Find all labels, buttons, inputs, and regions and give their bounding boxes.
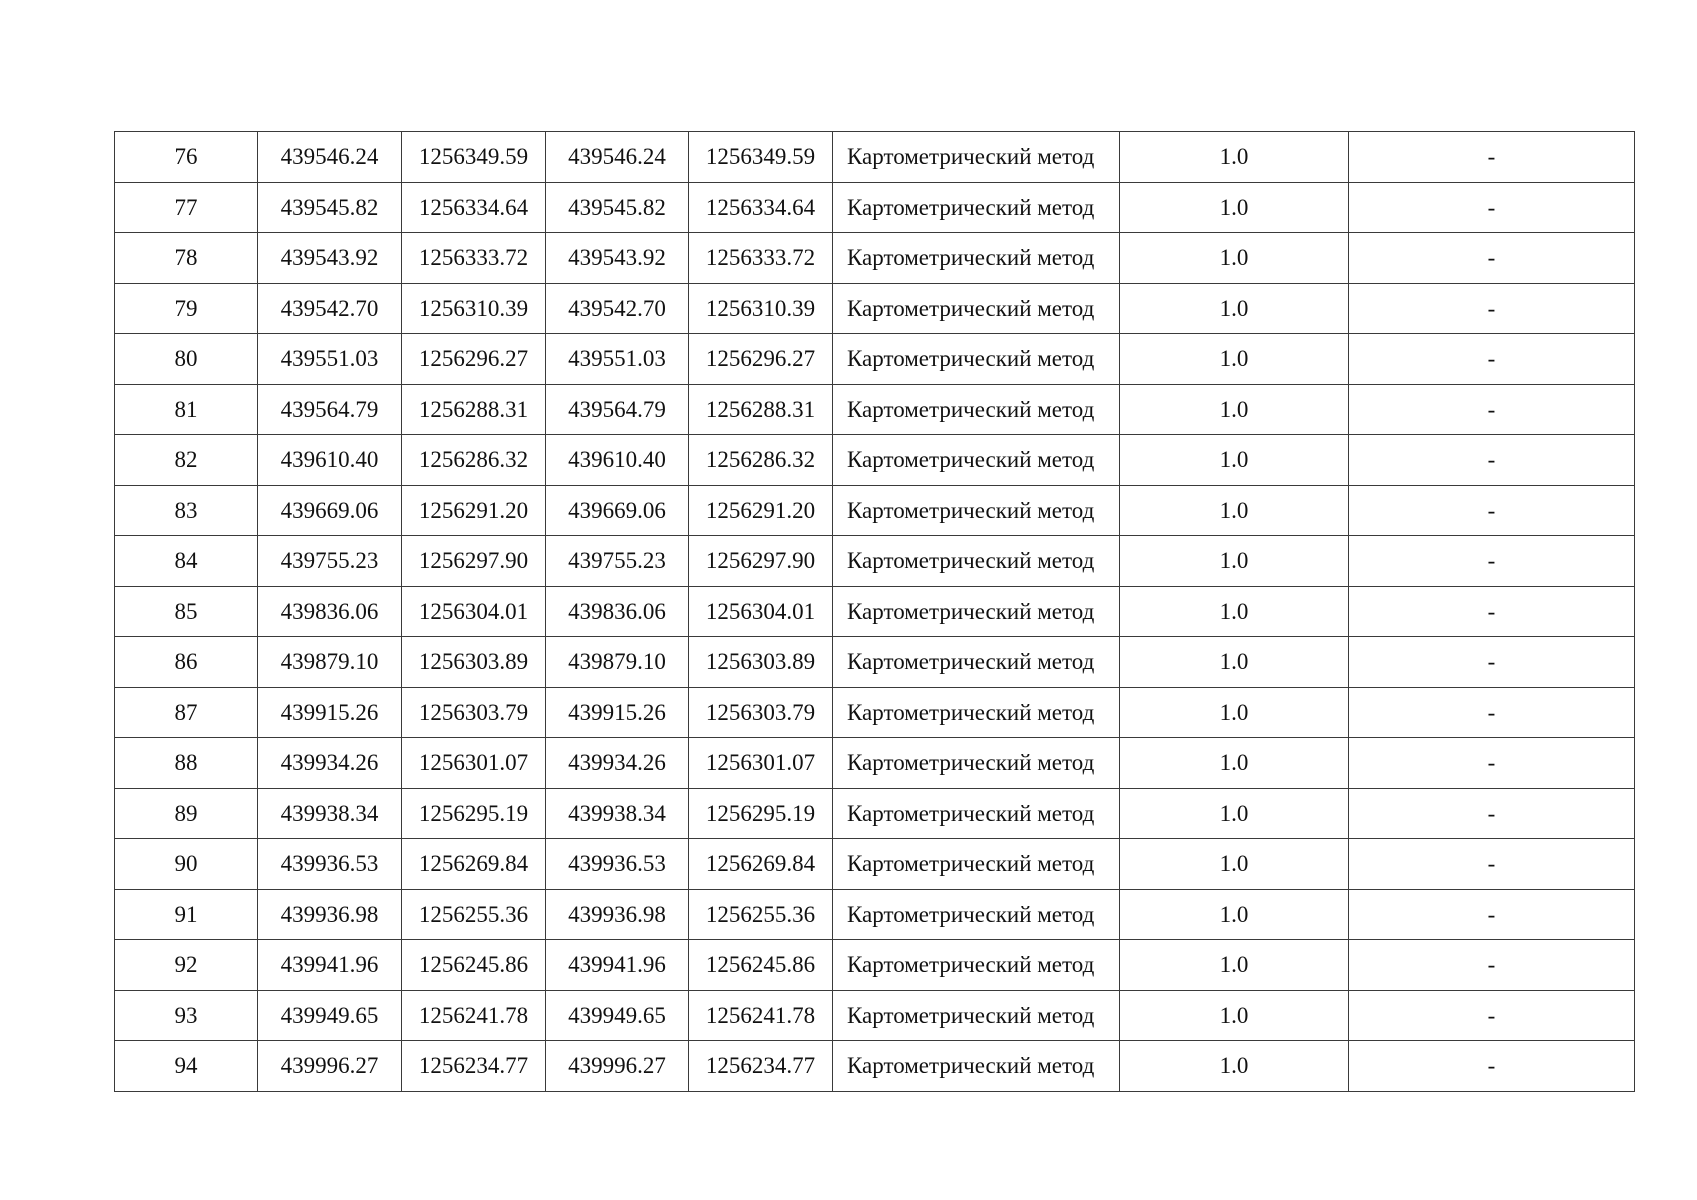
method-cell: Картометрический метод bbox=[833, 435, 1120, 486]
accuracy-cell: 1.0 bbox=[1120, 1041, 1349, 1092]
table-row bbox=[115, 839, 1635, 890]
accuracy-cell: 1.0 bbox=[1120, 182, 1349, 233]
table-row bbox=[115, 990, 1635, 1041]
point-number-cell: 83 bbox=[115, 485, 258, 536]
method-cell: Картометрический метод bbox=[833, 485, 1120, 536]
method-cell: Картометрический метод bbox=[833, 738, 1120, 789]
new-y-cell: 1256296.27 bbox=[689, 334, 833, 385]
description-cell: - bbox=[1349, 637, 1635, 688]
accuracy-cell: 1.0 bbox=[1120, 990, 1349, 1041]
accuracy-cell: 1.0 bbox=[1120, 940, 1349, 991]
method-cell: Картометрический метод bbox=[833, 132, 1120, 183]
description-cell: - bbox=[1349, 435, 1635, 486]
table-row bbox=[115, 132, 1635, 183]
accuracy-cell: 1.0 bbox=[1120, 788, 1349, 839]
description-cell: - bbox=[1349, 889, 1635, 940]
new-x-cell: 439755.23 bbox=[546, 536, 689, 587]
point-number-cell: 89 bbox=[115, 788, 258, 839]
existing-y-cell: 1256234.77 bbox=[402, 1041, 546, 1092]
method-cell: Картометрический метод bbox=[833, 839, 1120, 890]
accuracy-cell: 1.0 bbox=[1120, 334, 1349, 385]
new-x-cell: 439934.26 bbox=[546, 738, 689, 789]
existing-y-cell: 1256255.36 bbox=[402, 889, 546, 940]
existing-x-cell: 439936.53 bbox=[258, 839, 402, 890]
existing-y-cell: 1256269.84 bbox=[402, 839, 546, 890]
table-row bbox=[115, 586, 1635, 637]
new-y-cell: 1256291.20 bbox=[689, 485, 833, 536]
point-number-cell: 78 bbox=[115, 233, 258, 284]
description-cell: - bbox=[1349, 132, 1635, 183]
description-cell: - bbox=[1349, 940, 1635, 991]
accuracy-cell: 1.0 bbox=[1120, 233, 1349, 284]
new-y-cell: 1256310.39 bbox=[689, 283, 833, 334]
existing-y-cell: 1256310.39 bbox=[402, 283, 546, 334]
table-row bbox=[115, 334, 1635, 385]
method-cell: Картометрический метод bbox=[833, 788, 1120, 839]
existing-y-cell: 1256297.90 bbox=[402, 536, 546, 587]
new-x-cell: 439610.40 bbox=[546, 435, 689, 486]
accuracy-cell: 1.0 bbox=[1120, 283, 1349, 334]
existing-y-cell: 1256334.64 bbox=[402, 182, 546, 233]
new-y-cell: 1256303.79 bbox=[689, 687, 833, 738]
accuracy-cell: 1.0 bbox=[1120, 435, 1349, 486]
method-cell: Картометрический метод bbox=[833, 283, 1120, 334]
method-cell: Картометрический метод bbox=[833, 1041, 1120, 1092]
table-row bbox=[115, 384, 1635, 435]
new-x-cell: 439938.34 bbox=[546, 788, 689, 839]
accuracy-cell: 1.0 bbox=[1120, 536, 1349, 587]
table-row bbox=[115, 940, 1635, 991]
description-cell: - bbox=[1349, 738, 1635, 789]
method-cell: Картометрический метод bbox=[833, 940, 1120, 991]
new-x-cell: 439542.70 bbox=[546, 283, 689, 334]
new-x-cell: 439941.96 bbox=[546, 940, 689, 991]
table-row bbox=[115, 485, 1635, 536]
method-cell: Картометрический метод bbox=[833, 384, 1120, 435]
table-row bbox=[115, 738, 1635, 789]
existing-x-cell: 439941.96 bbox=[258, 940, 402, 991]
existing-y-cell: 1256349.59 bbox=[402, 132, 546, 183]
new-x-cell: 439996.27 bbox=[546, 1041, 689, 1092]
description-cell: - bbox=[1349, 839, 1635, 890]
point-number-cell: 77 bbox=[115, 182, 258, 233]
method-cell: Картометрический метод bbox=[833, 586, 1120, 637]
method-cell: Картометрический метод bbox=[833, 637, 1120, 688]
existing-x-cell: 439949.65 bbox=[258, 990, 402, 1041]
new-y-cell: 1256269.84 bbox=[689, 839, 833, 890]
description-cell: - bbox=[1349, 182, 1635, 233]
new-y-cell: 1256255.36 bbox=[689, 889, 833, 940]
existing-y-cell: 1256303.89 bbox=[402, 637, 546, 688]
existing-x-cell: 439996.27 bbox=[258, 1041, 402, 1092]
new-y-cell: 1256288.31 bbox=[689, 384, 833, 435]
existing-x-cell: 439546.24 bbox=[258, 132, 402, 183]
point-number-cell: 85 bbox=[115, 586, 258, 637]
new-x-cell: 439551.03 bbox=[546, 334, 689, 385]
point-number-cell: 88 bbox=[115, 738, 258, 789]
point-number-cell: 90 bbox=[115, 839, 258, 890]
new-y-cell: 1256245.86 bbox=[689, 940, 833, 991]
new-y-cell: 1256286.32 bbox=[689, 435, 833, 486]
table-row bbox=[115, 687, 1635, 738]
new-y-cell: 1256297.90 bbox=[689, 536, 833, 587]
method-cell: Картометрический метод bbox=[833, 182, 1120, 233]
existing-x-cell: 439879.10 bbox=[258, 637, 402, 688]
existing-x-cell: 439934.26 bbox=[258, 738, 402, 789]
method-cell: Картометрический метод bbox=[833, 687, 1120, 738]
accuracy-cell: 1.0 bbox=[1120, 485, 1349, 536]
new-y-cell: 1256304.01 bbox=[689, 586, 833, 637]
table-row bbox=[115, 233, 1635, 284]
description-cell: - bbox=[1349, 687, 1635, 738]
new-x-cell: 439543.92 bbox=[546, 233, 689, 284]
accuracy-cell: 1.0 bbox=[1120, 586, 1349, 637]
new-x-cell: 439949.65 bbox=[546, 990, 689, 1041]
point-number-cell: 87 bbox=[115, 687, 258, 738]
method-cell: Картометрический метод bbox=[833, 334, 1120, 385]
accuracy-cell: 1.0 bbox=[1120, 889, 1349, 940]
accuracy-cell: 1.0 bbox=[1120, 738, 1349, 789]
method-cell: Картометрический метод bbox=[833, 990, 1120, 1041]
existing-y-cell: 1256288.31 bbox=[402, 384, 546, 435]
table-row bbox=[115, 788, 1635, 839]
description-cell: - bbox=[1349, 788, 1635, 839]
new-y-cell: 1256301.07 bbox=[689, 738, 833, 789]
coordinates-table bbox=[114, 131, 1635, 1092]
description-cell: - bbox=[1349, 384, 1635, 435]
table-row bbox=[115, 637, 1635, 688]
point-number-cell: 82 bbox=[115, 435, 258, 486]
description-cell: - bbox=[1349, 283, 1635, 334]
table-row bbox=[115, 1041, 1635, 1092]
new-y-cell: 1256349.59 bbox=[689, 132, 833, 183]
new-x-cell: 439836.06 bbox=[546, 586, 689, 637]
description-cell: - bbox=[1349, 233, 1635, 284]
new-y-cell: 1256295.19 bbox=[689, 788, 833, 839]
accuracy-cell: 1.0 bbox=[1120, 132, 1349, 183]
existing-y-cell: 1256303.79 bbox=[402, 687, 546, 738]
existing-x-cell: 439564.79 bbox=[258, 384, 402, 435]
point-number-cell: 92 bbox=[115, 940, 258, 991]
existing-y-cell: 1256301.07 bbox=[402, 738, 546, 789]
existing-x-cell: 439938.34 bbox=[258, 788, 402, 839]
existing-y-cell: 1256333.72 bbox=[402, 233, 546, 284]
new-y-cell: 1256241.78 bbox=[689, 990, 833, 1041]
description-cell: - bbox=[1349, 536, 1635, 587]
point-number-cell: 79 bbox=[115, 283, 258, 334]
method-cell: Картометрический метод bbox=[833, 233, 1120, 284]
existing-x-cell: 439543.92 bbox=[258, 233, 402, 284]
existing-y-cell: 1256241.78 bbox=[402, 990, 546, 1041]
description-cell: - bbox=[1349, 334, 1635, 385]
accuracy-cell: 1.0 bbox=[1120, 687, 1349, 738]
existing-x-cell: 439551.03 bbox=[258, 334, 402, 385]
point-number-cell: 91 bbox=[115, 889, 258, 940]
point-number-cell: 86 bbox=[115, 637, 258, 688]
description-cell: - bbox=[1349, 485, 1635, 536]
new-x-cell: 439669.06 bbox=[546, 485, 689, 536]
table-row bbox=[115, 536, 1635, 587]
accuracy-cell: 1.0 bbox=[1120, 384, 1349, 435]
existing-y-cell: 1256304.01 bbox=[402, 586, 546, 637]
existing-x-cell: 439915.26 bbox=[258, 687, 402, 738]
new-y-cell: 1256234.77 bbox=[689, 1041, 833, 1092]
new-x-cell: 439879.10 bbox=[546, 637, 689, 688]
existing-y-cell: 1256245.86 bbox=[402, 940, 546, 991]
accuracy-cell: 1.0 bbox=[1120, 637, 1349, 688]
description-cell: - bbox=[1349, 586, 1635, 637]
table-row bbox=[115, 182, 1635, 233]
new-x-cell: 439564.79 bbox=[546, 384, 689, 435]
table-row bbox=[115, 889, 1635, 940]
point-number-cell: 93 bbox=[115, 990, 258, 1041]
point-number-cell: 80 bbox=[115, 334, 258, 385]
method-cell: Картометрический метод bbox=[833, 536, 1120, 587]
point-number-cell: 81 bbox=[115, 384, 258, 435]
existing-x-cell: 439669.06 bbox=[258, 485, 402, 536]
coordinates-table-body bbox=[115, 132, 1635, 1092]
description-cell: - bbox=[1349, 990, 1635, 1041]
existing-x-cell: 439545.82 bbox=[258, 182, 402, 233]
existing-x-cell: 439542.70 bbox=[258, 283, 402, 334]
existing-y-cell: 1256291.20 bbox=[402, 485, 546, 536]
existing-x-cell: 439755.23 bbox=[258, 536, 402, 587]
point-number-cell: 76 bbox=[115, 132, 258, 183]
new-y-cell: 1256303.89 bbox=[689, 637, 833, 688]
new-x-cell: 439545.82 bbox=[546, 182, 689, 233]
table-row bbox=[115, 435, 1635, 486]
point-number-cell: 84 bbox=[115, 536, 258, 587]
existing-x-cell: 439610.40 bbox=[258, 435, 402, 486]
method-cell: Картометрический метод bbox=[833, 889, 1120, 940]
existing-y-cell: 1256286.32 bbox=[402, 435, 546, 486]
table-row bbox=[115, 283, 1635, 334]
accuracy-cell: 1.0 bbox=[1120, 839, 1349, 890]
description-cell: - bbox=[1349, 1041, 1635, 1092]
new-x-cell: 439936.98 bbox=[546, 889, 689, 940]
existing-x-cell: 439936.98 bbox=[258, 889, 402, 940]
point-number-cell: 94 bbox=[115, 1041, 258, 1092]
new-y-cell: 1256333.72 bbox=[689, 233, 833, 284]
existing-y-cell: 1256295.19 bbox=[402, 788, 546, 839]
new-x-cell: 439936.53 bbox=[546, 839, 689, 890]
existing-x-cell: 439836.06 bbox=[258, 586, 402, 637]
new-x-cell: 439915.26 bbox=[546, 687, 689, 738]
new-x-cell: 439546.24 bbox=[546, 132, 689, 183]
existing-y-cell: 1256296.27 bbox=[402, 334, 546, 385]
new-y-cell: 1256334.64 bbox=[689, 182, 833, 233]
